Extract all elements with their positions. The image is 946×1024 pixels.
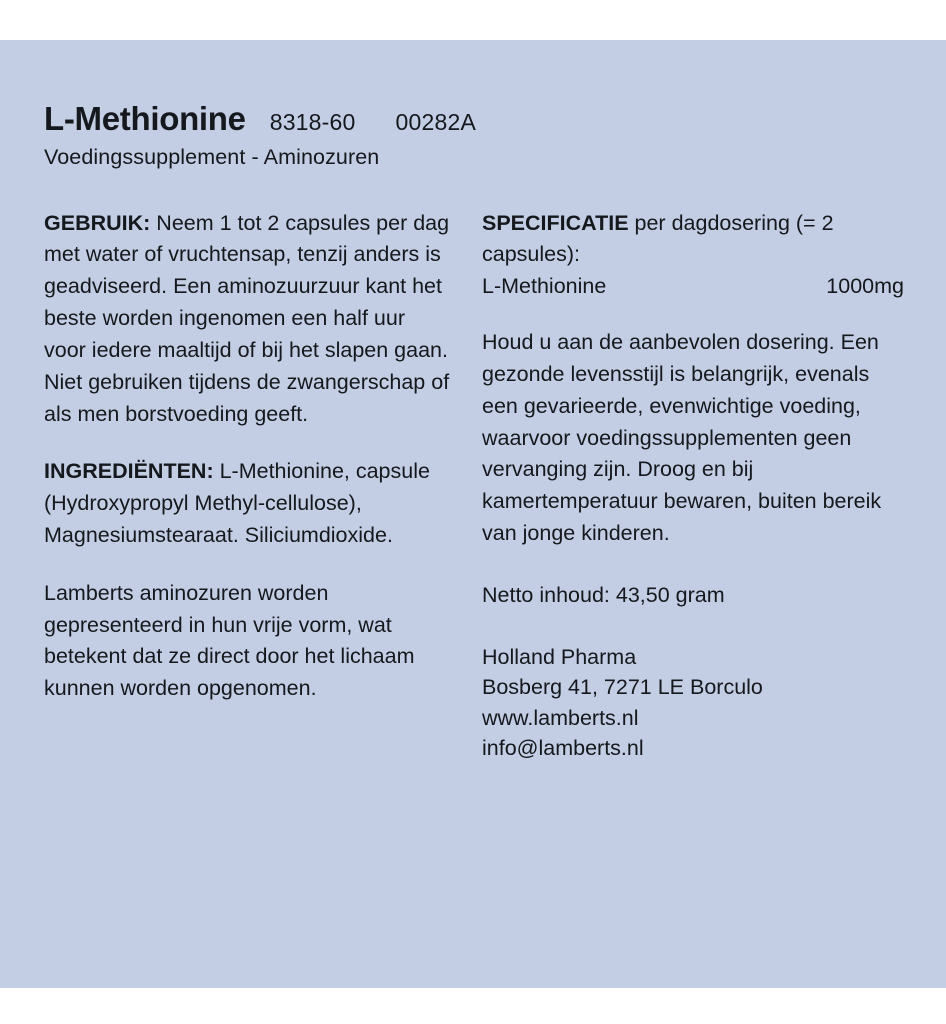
specification-header (482, 208, 904, 272)
ingredients-heading: INGREDIËNTEN: (44, 459, 214, 484)
label-content (44, 102, 904, 764)
specification-item-amount: 1000mg (826, 274, 904, 299)
net-content-text: Netto inhoud: 43,50 gram (482, 582, 725, 607)
net-content-block (482, 580, 904, 612)
specification-heading: SPECIFICATIE (482, 210, 629, 235)
product-subtitle: Voedingssupplement - Aminozuren (44, 144, 380, 169)
distributor-block (482, 642, 904, 764)
left-column (44, 208, 482, 764)
product-code-secondary: 00282A (395, 109, 477, 135)
free-form-note-block (44, 578, 452, 705)
company-email: info@lamberts.nl (482, 736, 644, 761)
company-name: Holland Pharma (482, 644, 637, 669)
specification-row (482, 271, 904, 303)
right-column (482, 208, 904, 764)
specification-item-name: L-Methionine (482, 274, 607, 299)
free-form-note-text: Lamberts aminozuren worden gepresenteerd in hun vrije vorm, wat betekent dat ze direct door het lichaam kunnen worden opgenomen. (44, 580, 415, 701)
advice-block (482, 327, 904, 550)
specification-subheading: per dagdosering (= 2 capsules): (482, 210, 834, 267)
product-code-primary: 8318-60 (269, 109, 356, 135)
ingredients-block (44, 456, 452, 551)
advice-text: Houd u aan de aanbevolen dosering. Een gezonde levensstijl is belangrijk, evenals een gevarieerde, evenwichtige voeding, waarvoor voedingssupplementen geen vervanging zijn. Droog en bij kamertemperatuur bewaren, buiten bereik van jonge kinderen. (482, 330, 882, 545)
specification-block (482, 208, 904, 303)
label-header (44, 102, 904, 137)
company-address: Bosberg 41, 7271 LE Borculo (482, 675, 763, 700)
company-website: www.lamberts.nl (482, 705, 639, 730)
ingredients-text: L-Methionine, capsule (Hydroxypropyl Methyl-cellulose), Magnesiumstearaat. Siliciumdioxide. (44, 459, 430, 547)
usage-text: Neem 1 tot 2 capsules per dag met water of vruchtensap, tenzij anders is geadviseerd. Een aminozuurzuur kant het beste worden ingenomen een half uur voor iedere maaltijd of bij het slapen gaan. Niet gebruiken tijdens de zwangerschap of als men borstvoeding geeft. (44, 210, 450, 426)
supplement-label-panel (0, 40, 946, 988)
product-name: L-Methionine (44, 100, 246, 137)
usage-block (44, 208, 452, 431)
label-columns (44, 208, 904, 764)
usage-heading: GEBRUIK: (44, 210, 151, 235)
